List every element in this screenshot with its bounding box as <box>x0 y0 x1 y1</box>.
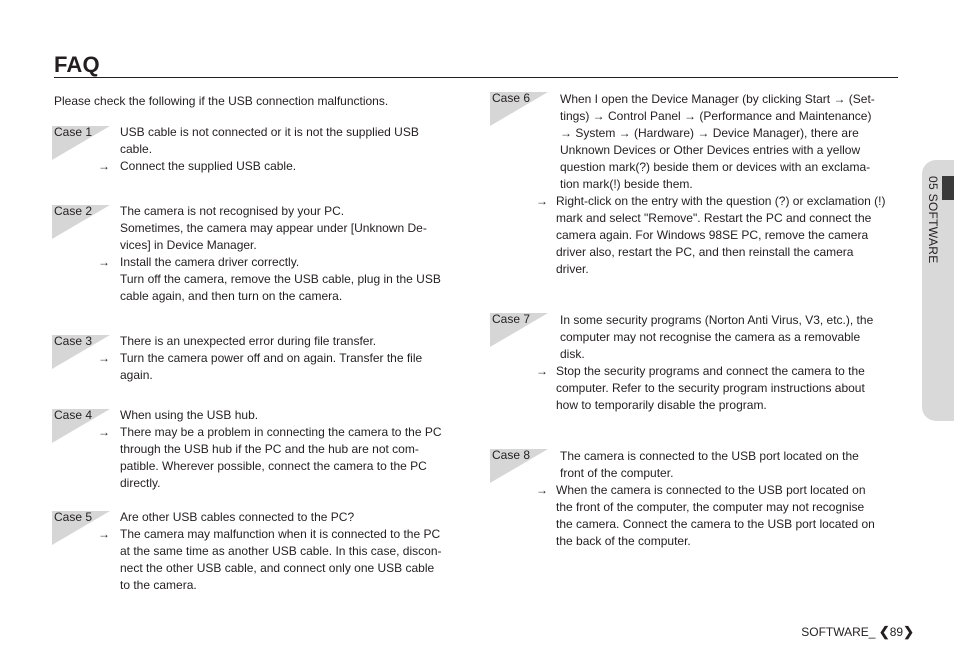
arrow-icon: → <box>98 351 110 365</box>
faq-case-2 <box>52 205 472 315</box>
case-question: When I open the Device Manager (by clicking Start → (Set- tings) → Control Panel → (Performance and Maintenance) → System → (Hardware) → Device Manager), there are Unknown Devices or Other Devices entries with a yellow question mark(?) beside them or devices with an exclama- tion mark(!) beside them. <box>560 92 875 191</box>
title-rule <box>54 77 898 78</box>
case-label: Case 2 <box>54 204 93 218</box>
case-question: The camera is not recognised by your PC. Sometimes, the camera may appear under [Unknown De- vices] in Device Manager. <box>120 204 427 252</box>
case-tab <box>490 449 550 483</box>
case-answer: The camera may malfunction when it is connected to the PC at the same time as another USB cable. In this case, discon- nect the other USB cable, and connect only one USB cable to the camera. <box>120 527 442 592</box>
faq-case-3 <box>52 335 472 395</box>
faq-case-1 <box>52 126 472 186</box>
case-question: USB cable is not connected or it is not the supplied USB cable. <box>120 125 419 156</box>
faq-case-5 <box>52 511 472 601</box>
arrow-icon: → <box>536 194 548 208</box>
case-answer: Connect the supplied USB cable. <box>120 159 297 173</box>
case-label: Case 3 <box>54 334 93 348</box>
case-question: There is an unexpected error during file transfer. <box>120 334 377 348</box>
case-answer: Turn the camera power off and on again. Transfer the file again. <box>120 351 423 382</box>
section-side-tab <box>922 160 954 421</box>
section-marker <box>942 176 954 200</box>
page-title: FAQ <box>54 52 100 77</box>
case-tab <box>52 126 112 160</box>
left-bracket-icon: ❮ <box>878 624 890 639</box>
faq-case-6 <box>490 92 905 282</box>
page-number: 89 <box>889 625 904 639</box>
case-question: When using the USB hub. <box>120 408 259 422</box>
case-answer: There may be a problem in connecting the camera to the PC through the USB hub if the PC and the hub are not com- patible. Wherever possible, connect the camera to the PC directly. <box>120 425 442 490</box>
faq-case-7 <box>490 313 905 413</box>
case-label: Case 4 <box>54 408 93 422</box>
arrow-icon: → <box>98 159 110 173</box>
case-label: Case 7 <box>492 312 531 326</box>
case-tab <box>490 92 550 126</box>
right-bracket-icon: ❯ <box>903 624 914 639</box>
footer-section-name: SOFTWARE_ <box>801 625 876 639</box>
case-label: Case 5 <box>54 510 93 524</box>
case-label: Case 6 <box>492 91 531 105</box>
case-answer: When the camera is connected to the USB port located on the front of the computer, the computer may not recognise the camera. Connect the camera to the USB port located on the back of the computer. <box>556 483 875 548</box>
case-label: Case 1 <box>54 125 93 139</box>
page-footer <box>801 624 914 640</box>
arrow-icon: → <box>98 425 110 439</box>
arrow-icon: → <box>98 527 110 541</box>
case-answer: Install the camera driver correctly. Turn off the camera, remove the USB cable, plug in the USB cable again, and then turn on the camera. <box>120 255 441 303</box>
case-label: Case 8 <box>492 448 531 462</box>
section-label: 05 SOFTWARE <box>926 176 940 264</box>
case-tab <box>52 205 112 239</box>
faq-case-4 <box>52 409 472 499</box>
faq-case-8 <box>490 449 905 549</box>
case-answer: Stop the security programs and connect the camera to the computer. Refer to the security program instructions about how to temporarily disable the program. <box>556 364 865 412</box>
case-question: The camera is connected to the USB port located on the front of the computer. <box>560 449 859 480</box>
case-tab <box>490 313 550 347</box>
arrow-icon: → <box>536 364 548 378</box>
case-question: In some security programs (Norton Anti Virus, V3, etc.), the computer may not recognise the camera as a removable disk. <box>560 313 874 361</box>
intro-text: Please check the following if the USB connection malfunctions. <box>54 94 389 108</box>
arrow-icon: → <box>536 483 548 497</box>
case-answer: Right-click on the entry with the question (?) or exclamation (!) mark and select "Remove". Restart the PC and connect the camera again. For Windows 98SE PC, remove the camera driver also, restart the PC, and then reinstall the camera driver. <box>556 194 886 276</box>
arrow-icon: → <box>98 255 110 269</box>
case-question: Are other USB cables connected to the PC? <box>120 510 355 524</box>
